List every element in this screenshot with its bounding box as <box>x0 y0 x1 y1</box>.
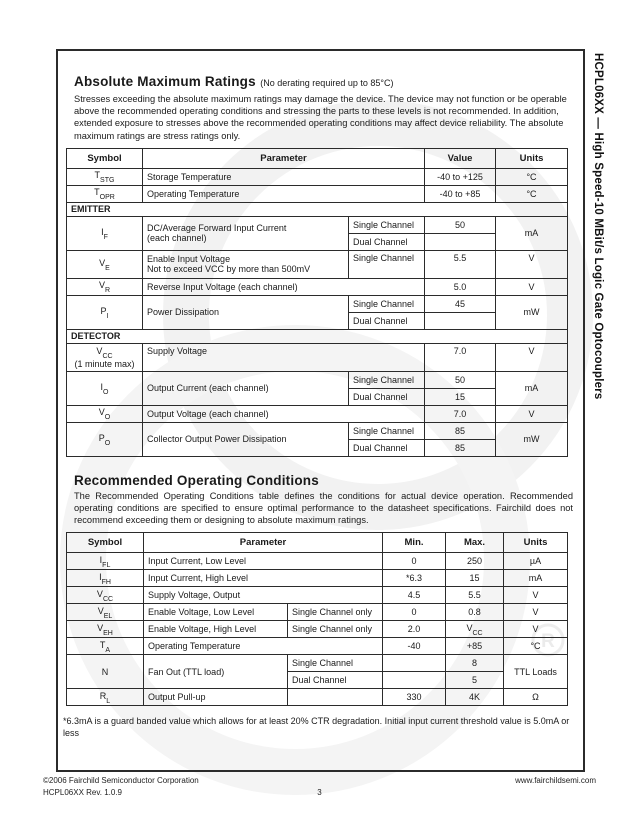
value-cell: -40 to +85 <box>425 185 496 202</box>
channel-cell: Single Channel <box>349 250 425 278</box>
amr-col-parameter: Parameter <box>143 148 425 168</box>
roc-col-min: Min. <box>383 533 446 553</box>
symbol-cell: $T_{OPR}$ <box>67 185 143 202</box>
condition-cell: Dual Channel <box>288 672 383 689</box>
detector-label: DETECTOR <box>67 329 568 343</box>
parameter-cell: Enable Voltage, High Level <box>144 621 288 638</box>
table-row-vcc-out <box>67 587 568 604</box>
table-row-if-single <box>67 216 568 233</box>
table-row-vo <box>67 405 568 422</box>
parameter-cell: Operating Temperature <box>144 638 383 655</box>
parameter-cell: Enable Input Voltage Not to exceed VCC by more than 500mV <box>143 250 349 278</box>
min-cell: 330 <box>383 689 446 706</box>
roc-col-symbol: Symbol <box>67 533 144 553</box>
channel-cell: Dual Channel <box>349 439 425 456</box>
units-cell: °C <box>504 638 568 655</box>
condition-cell: Single Channel <box>288 655 383 672</box>
parameter-cell: Supply Voltage, Output <box>144 587 383 604</box>
page-border <box>56 49 585 772</box>
min-cell: *6.3 <box>383 570 446 587</box>
value-cell: 50 <box>425 371 496 388</box>
channel-cell: Single Channel <box>349 371 425 388</box>
condition-cell: Single Channel only <box>288 604 383 621</box>
max-cell: $V_{CC}$ <box>446 621 504 638</box>
units-cell: mA <box>496 216 568 250</box>
max-cell: +85 <box>446 638 504 655</box>
units-cell: °C <box>496 185 568 202</box>
symbol-cell: $I_{FL}$ <box>67 553 144 570</box>
symbol-cell: $V_{EL}$ <box>67 604 144 621</box>
max-cell: 8 <box>446 655 504 672</box>
table-row-vcc <box>67 343 568 371</box>
value-cell: 85 <box>425 422 496 439</box>
table-row-ifl <box>67 553 568 570</box>
units-cell: mW <box>496 422 568 456</box>
symbol-cell: $I_O$ <box>67 371 143 405</box>
symbol-cell: $V_O$ <box>67 405 143 422</box>
parameter-cell: Output Voltage (each channel) <box>143 405 425 422</box>
svg-text:R: R <box>541 631 555 652</box>
max-cell: 15 <box>446 570 504 587</box>
symbol-cell: $R_L$ <box>67 689 144 706</box>
parameter-cell: Collector Output Power Dissipation <box>143 422 349 456</box>
parameter-cell: Power Dissipation <box>143 295 349 329</box>
value-cell: 7.0 <box>425 343 496 371</box>
roc-header-row <box>67 533 568 553</box>
page-number: 3 <box>317 788 322 797</box>
units-cell: V <box>496 278 568 295</box>
table-row-ifh <box>67 570 568 587</box>
amr-table <box>66 148 568 457</box>
page-footer <box>43 776 596 797</box>
min-cell: -40 <box>383 638 446 655</box>
roc-table <box>66 532 568 706</box>
parameter-cell: Output Pull-up <box>144 689 288 706</box>
table-row-pi-single <box>67 295 568 312</box>
value-cell <box>425 312 496 329</box>
footer-revision: HCPL06XX Rev. 1.0.9 <box>43 788 123 797</box>
sidebar-part-title: HCPL06XX — High Speed-10 MBit/s Logic Gate Optocouplers <box>592 53 604 400</box>
parameter-cell: Enable Voltage, Low Level <box>144 604 288 621</box>
parameter-cell: Input Current, Low Level <box>144 553 383 570</box>
value-cell: 5.5 <box>425 250 496 278</box>
max-cell: 0.8 <box>446 604 504 621</box>
amr-col-units: Units <box>496 148 568 168</box>
channel-cell: Single Channel <box>349 295 425 312</box>
channel-cell: Single Channel <box>349 216 425 233</box>
units-cell: V <box>504 604 568 621</box>
units-cell: V <box>496 250 568 278</box>
min-cell: 4.5 <box>383 587 446 604</box>
table-row-topr <box>67 185 568 202</box>
parameter-cell: Reverse Input Voltage (each channel) <box>143 278 425 295</box>
roc-col-units: Units <box>504 533 568 553</box>
parameter-cell: Fan Out (TTL load) <box>144 655 288 689</box>
amr-heading <box>74 73 567 91</box>
channel-cell: Dual Channel <box>349 233 425 250</box>
roc-col-max: Max. <box>446 533 504 553</box>
units-cell: Ω <box>504 689 568 706</box>
amr-header-row <box>67 148 568 168</box>
channel-cell: Single Channel <box>349 422 425 439</box>
section-row-detector <box>67 329 568 343</box>
roc-title: Recommended Operating Conditions <box>74 472 319 488</box>
parameter-cell: Operating Temperature <box>143 185 425 202</box>
symbol-cell: $V_E$ <box>67 250 143 278</box>
value-cell: 45 <box>425 295 496 312</box>
value-cell: 7.0 <box>425 405 496 422</box>
table-row-vel <box>67 604 568 621</box>
min-cell: 2.0 <box>383 621 446 638</box>
table-row-vr <box>67 278 568 295</box>
min-cell: 0 <box>383 604 446 621</box>
amr-title-note: (No derating required up to 85°C) <box>260 78 394 88</box>
roc-col-parameter: Parameter <box>144 533 383 553</box>
emitter-label: EMITTER <box>67 202 568 216</box>
max-cell: 5.5 <box>446 587 504 604</box>
value-cell: 15 <box>425 388 496 405</box>
footer-copyright: ©2006 Fairchild Semiconductor Corporation <box>43 776 199 785</box>
table-row-po-single <box>67 422 568 439</box>
section-row-emitter <box>67 202 568 216</box>
value-cell: 85 <box>425 439 496 456</box>
roc-intro-paragraph: The Recommended Operating Conditions table defines the conditions for actual device operation. Recommended operating conditions are specified to ensure optimal performance to the datasheet specifications. Fairchild does not recommend exceeding them or designing to absolute maximum ratings. <box>74 490 573 526</box>
amr-title: Absolute Maximum Ratings <box>74 74 256 89</box>
units-cell: V <box>504 587 568 604</box>
units-cell: mW <box>496 295 568 329</box>
table-row-ve <box>67 250 568 278</box>
units-cell: °C <box>496 168 568 185</box>
symbol-cell: $V_{EH}$ <box>67 621 144 638</box>
max-cell: 4K <box>446 689 504 706</box>
parameter-cell: Storage Temperature <box>143 168 425 185</box>
units-cell: mA <box>504 570 568 587</box>
table-row-veh <box>67 621 568 638</box>
parameter-cell: Input Current, High Level <box>144 570 383 587</box>
units-cell: µA <box>504 553 568 570</box>
units-cell: V <box>496 405 568 422</box>
value-cell: 5.0 <box>425 278 496 295</box>
max-cell: 5 <box>446 672 504 689</box>
min-cell: 0 <box>383 553 446 570</box>
footer-url: www.fairchildsemi.com <box>515 776 596 785</box>
min-cell <box>383 672 446 689</box>
parameter-cell: Output Current (each channel) <box>143 371 349 405</box>
symbol-cell: $T_{STG}$ <box>67 168 143 185</box>
parameter-cell: DC/Average Forward Input Current (each channel) <box>143 216 349 250</box>
condition-cell <box>288 689 383 706</box>
amr-col-symbol: Symbol <box>67 148 143 168</box>
symbol-cell: $P_O$ <box>67 422 143 456</box>
units-cell: TTL Loads <box>504 655 568 689</box>
symbol-cell: $V_{CC}$ (1 minute max) <box>67 343 143 371</box>
units-cell: V <box>496 343 568 371</box>
value-cell <box>425 233 496 250</box>
table-row-ta <box>67 638 568 655</box>
table-row-n-single <box>67 655 568 672</box>
symbol-cell: $I_{FH}$ <box>67 570 144 587</box>
symbol-cell: $V_{CC}$ <box>67 587 144 604</box>
condition-cell: Single Channel only <box>288 621 383 638</box>
symbol-cell: $V_R$ <box>67 278 143 295</box>
symbol-cell: $I_F$ <box>67 216 143 250</box>
section-recommended-operating-conditions <box>58 473 583 707</box>
units-cell: V <box>504 621 568 638</box>
amr-intro-paragraph: Stresses exceeding the absolute maximum ratings may damage the device. The device may not function or be operable above the recommended operating conditions and stressing the parts to these levels is not recommended. In addition, extended exposure to stresses above the recommended operating conditions may affect device reliability. The absolute maximum ratings are stress ratings only. <box>74 94 567 141</box>
units-cell: mA <box>496 371 568 405</box>
min-cell <box>383 655 446 672</box>
table-row-rl <box>67 689 568 706</box>
section-absolute-maximum-ratings <box>58 73 583 457</box>
channel-cell: Dual Channel <box>349 312 425 329</box>
symbol-cell: $T_A$ <box>67 638 144 655</box>
parameter-cell: Supply Voltage <box>143 343 425 371</box>
value-cell: 50 <box>425 216 496 233</box>
channel-cell: Dual Channel <box>349 388 425 405</box>
amr-col-value: Value <box>425 148 496 168</box>
max-cell: 250 <box>446 553 504 570</box>
table-row-io-single <box>67 371 568 388</box>
value-cell: -40 to +125 <box>425 168 496 185</box>
footnote: *6.3mA is a guard banded value which allows for at least 20% CTR degradation. Initial input current threshold value is 5.0mA or less <box>63 716 570 738</box>
table-row-tstg <box>67 168 568 185</box>
symbol-cell: $P_I$ <box>67 295 143 329</box>
symbol-cell: N <box>67 655 144 689</box>
